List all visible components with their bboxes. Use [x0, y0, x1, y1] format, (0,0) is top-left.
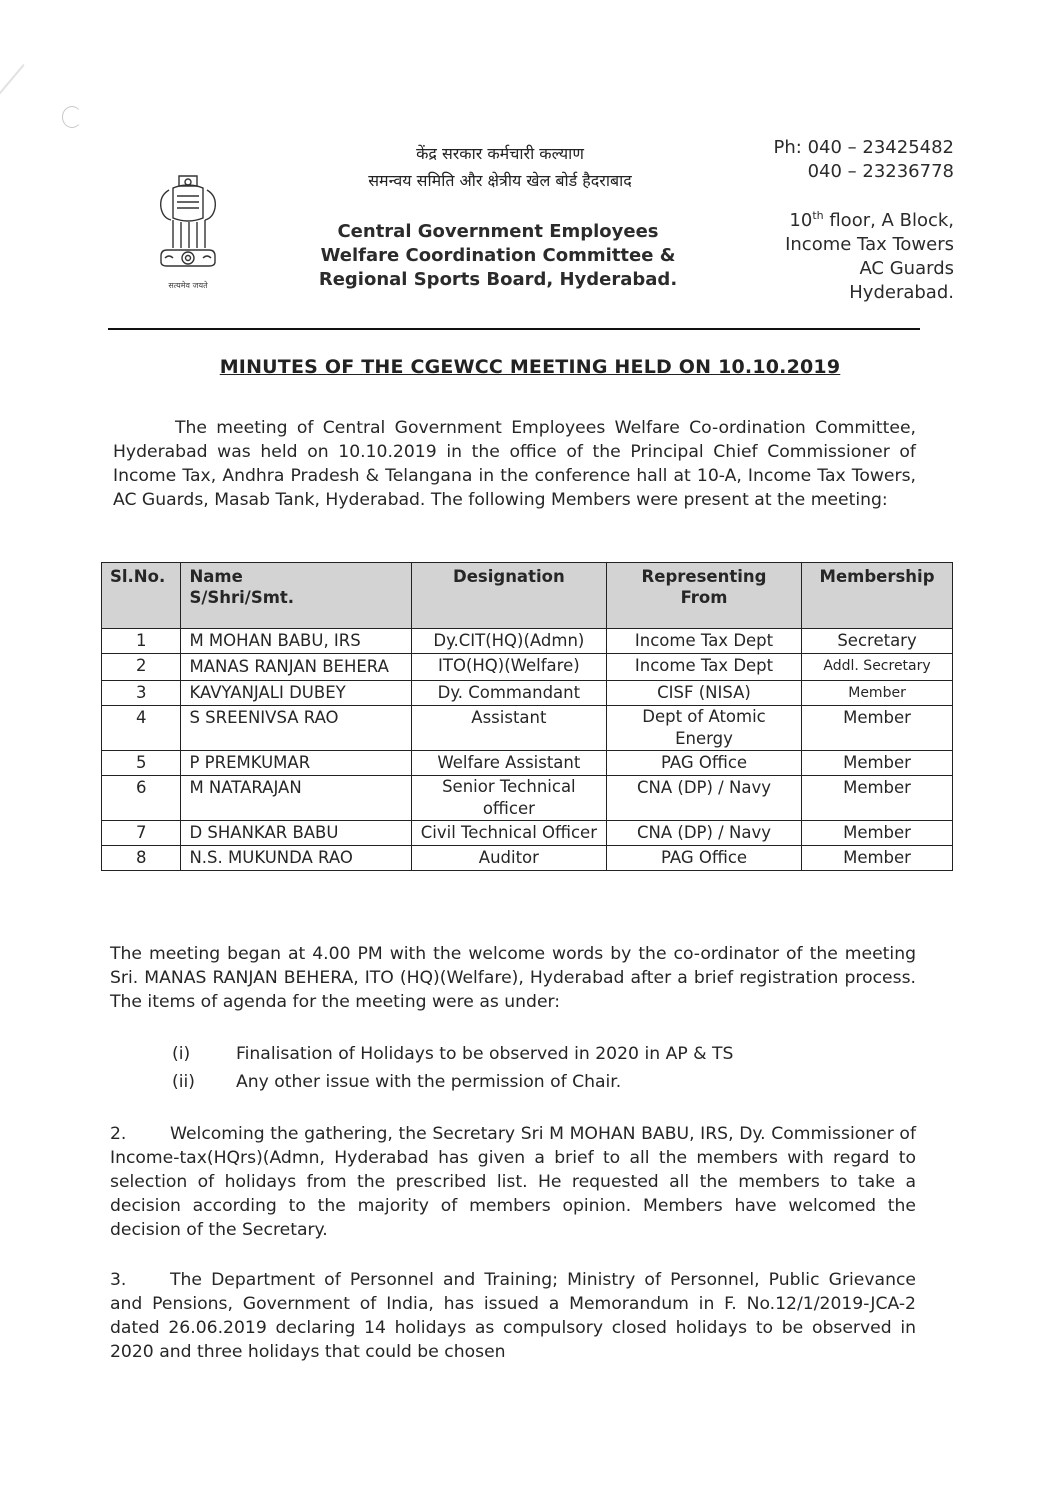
table-row: 5 P PREMKUMAR Welfare Assistant PAG Office Member [102, 751, 953, 776]
document-title: MINUTES OF THE CGEWCC MEETING HELD ON 10.10.2019 [219, 356, 841, 378]
table-row: 8 N.S. MUKUNDA RAO Auditor PAG Office Member [102, 846, 953, 871]
header-name: Name S/Shri/Smt. [181, 563, 411, 629]
contact-block [720, 136, 954, 305]
phone-2: 040 – 23236778 [807, 161, 954, 182]
emblem-motto: सत्यमेव जयते [168, 281, 208, 290]
hindi-header [300, 140, 700, 194]
paragraph-3: 3. The Department of Personnel and Training; Ministry of Personnel, Public Grievance and Pensions, Government of India, has issued a Memorandum in F. No.12/1/2019-JCA-2 dated 26.06.2019 declaring 14 holidays as compulsory closed holidays to be observed in 2020 and three holidays that could be chosen [110, 1270, 916, 1362]
org-line-3: Regional Sports Board, Hyderabad. [318, 269, 678, 290]
organization-name [296, 220, 700, 292]
org-line-2: Welfare Coordination Committee & [320, 245, 676, 266]
table-row: 4 S SREENIVSA RAO Assistant Dept of Atomic Energy Member [102, 706, 953, 751]
table-row: 2 MANAS RANJAN BEHERA ITO(HQ)(Welfare) Income Tax Dept Addl. Secretary [102, 654, 953, 681]
header-divider [108, 328, 920, 330]
phone-1: Ph: 040 – 23425482 [773, 137, 954, 158]
hindi-line-2: समन्वय समिति और क्षेत्रीय खेल बोर्ड हैदराबाद [368, 171, 632, 190]
address-line-4: Hyderabad. [849, 282, 954, 303]
table-row: 6 M NATARAJAN Senior Technical officer CNA (DP) / Navy Member [102, 776, 953, 821]
address-line-2: Income Tax Towers [785, 234, 954, 255]
national-emblem [143, 168, 233, 296]
header-membership: Membership [802, 563, 953, 629]
header-designation: Designation [411, 563, 606, 629]
meeting-paragraph: The meeting began at 4.00 PM with the welcome words by the co-ordinator of the meeting Sri. MANAS RANJAN BEHERA, ITO (HQ)(Welfare), Hyderabad after a brief registration process. The items of agenda for the meeting were as under: [110, 944, 916, 1012]
intro-paragraph: The meeting of Central Government Employees Welfare Co-ordination Committee, Hyderabad was held on 10.10.2019 in the office of the Principal Chief Commissioner of Income Tax, Andhra Pradesh & Telangana in the conference hall at 10-A, Income Tax Towers, AC Guards, Masab Tank, Hyderabad. The following Members were present at the meeting: [113, 418, 916, 510]
paragraph-2: 2. Welcoming the gathering, the Secretary Sri M MOHAN BABU, IRS, Dy. Commissioner of Income-tax(HQrs)(Admn, Hyderabad has given a brief to all the members with regard to selection of holidays from the prescribed list. He requested all the members to take a decision according to the majority of members opinion. Members have welcomed the decision of the Secretary. [110, 1124, 916, 1240]
agenda-list [172, 1040, 733, 1096]
table-row: 3 KAVYANJALI DUBEY Dy. Commandant CISF (NISA) Member [102, 681, 953, 706]
scan-mark [0, 64, 25, 96]
scan-mark [62, 106, 82, 128]
org-line-1: Central Government Employees [337, 221, 659, 242]
header-representing: Representing From [606, 563, 801, 629]
hindi-line-1: केंद्र सरकार कर्मचारी कल्याण [416, 144, 584, 163]
table-row: 1 M MOHAN BABU, IRS Dy.CIT(HQ)(Admn) Income Tax Dept Secretary [102, 629, 953, 654]
address-line-1: 10th floor, A Block, [789, 209, 954, 231]
members-table [101, 562, 953, 871]
agenda-item: (ii) Any other issue with the permission of Chair. [172, 1072, 622, 1092]
header-sl-no: Sl.No. [102, 563, 181, 629]
table-row: 7 D SHANKAR BABU Civil Technical Officer CNA (DP) / Navy Member [102, 821, 953, 846]
agenda-item: (i) Finalisation of Holidays to be observed in 2020 in AP & TS [172, 1044, 734, 1064]
table-header-row [102, 563, 953, 629]
ashoka-lion-emblem-icon [143, 168, 233, 278]
address-line-3: AC Guards [859, 258, 954, 279]
